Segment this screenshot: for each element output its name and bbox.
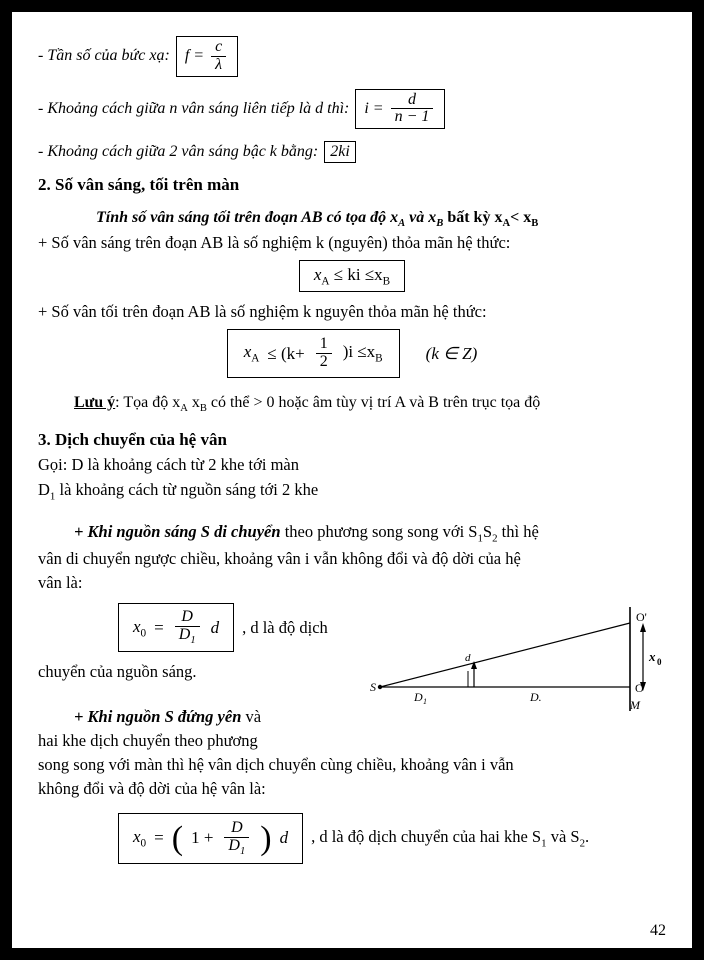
fraction-d-n-minus-1	[391, 92, 434, 127]
note-sub-2: B	[199, 403, 207, 415]
note-label: Lưu ý	[74, 393, 116, 411]
formula-tail: d	[210, 617, 220, 637]
note-line	[74, 394, 666, 414]
formula-x-sub: 0	[140, 837, 147, 850]
bright-fringe-formula	[299, 260, 405, 292]
fraction-one-half	[316, 336, 332, 371]
dark-fringe-count-line: + Số vân tối trên đoạn AB là số nghiệm k nguyên thỏa mãn hệ thức:	[38, 302, 487, 322]
fraction-c-lambda	[211, 39, 226, 74]
case-1-next-line: chuyển của nguồn sáng.	[38, 662, 197, 682]
fraction-numerator: c	[215, 38, 223, 55]
bullet-distance-k-formula: 2ki	[324, 141, 356, 163]
note-sub-1: A	[180, 403, 188, 415]
formula-x: x	[313, 264, 322, 284]
after-box-2: và S	[546, 827, 580, 847]
after-box-1: , d là độ dịch chuyển của hai khe S	[311, 827, 542, 847]
bright-fringe-count-line: + Số vân sáng trên đoạn AB là số nghiệm k (nguyên) thỏa mãn hệ thức:	[38, 233, 511, 253]
formula-x: x	[243, 342, 252, 362]
den-pre: D	[228, 836, 240, 854]
subheading-part-a: Tính số vân sáng tối trên đoạn AB có tọa độ x	[96, 209, 399, 227]
den-sub: 1	[239, 845, 246, 857]
dark-fringe-formula-wrap	[38, 329, 666, 378]
formula-mid: ≤ (k+	[267, 343, 305, 363]
svg-text:d: d	[465, 652, 471, 665]
svg-text:O': O'	[636, 610, 647, 625]
bullet-distance-n-formula	[355, 89, 445, 130]
subheading-sub-d: B	[531, 218, 539, 230]
fraction-denominator: λ	[211, 56, 226, 74]
note-text-2: x	[187, 393, 200, 411]
section-3-line-2	[38, 479, 666, 504]
case-1-rest-3: thì hệ	[497, 522, 539, 542]
case-2-line-3: song song với màn thì hệ vân dịch chuyển cùng chiều, khoảng vân i vẫn	[38, 755, 514, 775]
case-2-line-2: hai khe dịch chuyển theo phương	[38, 731, 258, 751]
subheading-sub-b: B	[436, 218, 444, 230]
formula-x-sub: 0	[140, 626, 147, 639]
paren-close: )	[260, 819, 272, 857]
case-1-rest-2: S	[482, 522, 493, 542]
fraction-D-over-D1	[175, 609, 200, 646]
fraction-D-over-D1	[224, 820, 249, 857]
bullet-frequency-label: - Tần số của bức xạ:	[38, 47, 170, 65]
formula-equals: =	[154, 617, 164, 637]
case-1-formula	[118, 603, 234, 652]
interference-shift-diagram	[362, 599, 662, 729]
line-2-post: là khoảng cách từ nguồn sáng tới 2 khe	[55, 480, 319, 500]
fraction-numerator: 1	[319, 335, 328, 353]
case-1-paragraph	[38, 520, 666, 547]
case-1-sub-2: 2	[492, 532, 498, 545]
fraction-numerator: D	[231, 818, 243, 836]
case-2-paragraph-1	[38, 705, 368, 729]
case-2-formula-row	[118, 813, 666, 864]
line-2-sub: 1	[49, 490, 56, 503]
svg-text:S: S	[370, 680, 376, 695]
section-2-heading: 2. Số vân sáng, tối trên màn	[38, 175, 240, 195]
subheading-part-d: < x	[510, 209, 532, 227]
bright-fringe-formula-wrap	[38, 260, 666, 292]
svg-text:1: 1	[423, 697, 427, 707]
formula-x: x	[133, 827, 141, 847]
bullet-distance-n-label: - Khoảng cách giữa n vân sáng liên tiếp là d thì:	[38, 99, 350, 117]
page-content	[10, 10, 694, 950]
svg-text:D.: D.	[530, 690, 542, 705]
note-text-3: có thể > 0 hoặc âm tùy vị trí A và B trên trục tọa độ	[206, 393, 541, 411]
formula-lhs: f =	[184, 46, 205, 64]
after-sub-2: 2	[579, 837, 585, 850]
case-1-rest-1: theo phương song song với S	[280, 522, 478, 542]
after-sub-1: 1	[541, 837, 547, 850]
svg-text:D: D	[414, 690, 423, 705]
formula-post: )i ≤x	[342, 342, 376, 362]
subheading-part-c: bất kỳ x	[443, 209, 503, 227]
case-2-after-box	[311, 827, 589, 849]
svg-text:x: x	[649, 649, 656, 665]
subheading-sub-c: A	[502, 218, 511, 230]
den-pre: D	[178, 626, 191, 644]
subheading-sub-a: A	[398, 218, 406, 230]
paren-open: (	[171, 819, 184, 857]
formula-x-sub-b: B	[382, 275, 391, 288]
subheading-part-b: và x	[405, 209, 437, 227]
formula-equals: =	[154, 828, 164, 848]
fraction-denominator	[224, 837, 249, 857]
case-1-after-box: , d là độ dịch	[242, 617, 328, 637]
formula-x-sub-a: A	[251, 352, 260, 365]
case-2-bold: + Khi nguồn S đứng yên	[74, 707, 242, 727]
case-1-line-2: vân di chuyển ngược chiều, khoảng vân i vẫn không đổi và độ dời của hệ	[38, 549, 521, 569]
svg-text:M: M	[630, 698, 640, 713]
case-1-sub-1: 1	[477, 532, 483, 545]
section-3-heading: 3. Dịch chuyển của hệ vân	[38, 430, 227, 450]
section-3-line-1: Gọi: D là khoảng cách từ 2 khe tới màn	[38, 455, 299, 475]
formula-middle: ≤ ki ≤x	[329, 264, 383, 284]
after-box-3: .	[585, 827, 590, 847]
case-2-line-4: không đổi và độ dời của hệ vân là:	[38, 779, 266, 799]
formula-lhs: i =	[364, 99, 384, 117]
bullet-distance-n	[38, 89, 666, 130]
dark-fringe-condition: (k ∈ Z)	[425, 343, 478, 363]
formula-x-sub-b: B	[375, 352, 383, 365]
formula-x-sub-a: A	[321, 275, 330, 288]
fraction-numerator: D	[181, 608, 193, 626]
formula-x: x	[133, 616, 141, 636]
page-number: 42	[650, 922, 666, 939]
one-plus: 1 +	[191, 828, 214, 848]
case-2-formula	[118, 813, 303, 864]
case-1-line-3: vân là:	[38, 573, 83, 593]
fraction-numerator: d	[408, 90, 416, 108]
bullet-distance-k	[38, 141, 666, 163]
case-2-rest: và	[241, 707, 262, 727]
fraction-denominator: 2	[316, 353, 332, 371]
svg-text:O: O	[635, 681, 644, 696]
fraction-denominator	[175, 626, 200, 646]
case-1-formula-and-figure	[38, 603, 666, 713]
formula-tail: d	[279, 828, 289, 848]
dark-fringe-formula	[227, 329, 400, 378]
bullet-frequency	[38, 36, 666, 77]
bullet-distance-k-label: - Khoảng cách giữa 2 vân sáng bậc k bằng:	[38, 143, 319, 161]
den-sub: 1	[190, 635, 196, 647]
line-2-pre: D	[38, 480, 50, 500]
bullet-frequency-formula	[176, 36, 238, 77]
case-1-bold: + Khi nguồn sáng S di chuyển	[74, 522, 281, 542]
section-2-subheading	[96, 209, 666, 229]
svg-text:0: 0	[657, 657, 662, 668]
fraction-denominator: n − 1	[391, 108, 434, 126]
note-text-1: : Tọa độ x	[115, 393, 181, 411]
